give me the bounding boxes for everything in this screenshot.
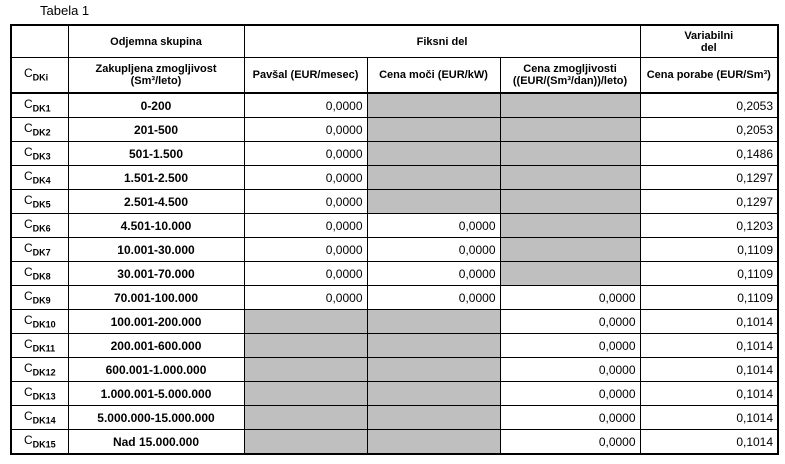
- row-pavsal: 0,0000: [244, 214, 367, 238]
- row-code: $C_{DK12}$: [11, 358, 68, 382]
- row-range: 200.001-600.000: [68, 334, 244, 358]
- table-row: [11, 142, 778, 166]
- row-code: $C_{DK7}$: [11, 238, 68, 262]
- row-range: 201-500: [68, 118, 244, 142]
- row-pavsal: 0,0000: [244, 118, 367, 142]
- row-range: 5.000.000-15.000.000: [68, 406, 244, 430]
- table-row: [11, 118, 778, 142]
- row-code: $C_{DK10}$: [11, 310, 68, 334]
- row-pavsal: [244, 430, 367, 455]
- row-range: Nad 15.000.000: [68, 430, 244, 455]
- row-cena-moci: 0,0000: [367, 262, 500, 286]
- row-range: 4.501-10.000: [68, 214, 244, 238]
- row-range: 10.001-30.000: [68, 238, 244, 262]
- row-pavsal: 0,0000: [244, 238, 367, 262]
- table-row: [11, 190, 778, 214]
- row-code: $C_{DK9}$: [11, 286, 68, 310]
- row-pavsal: [244, 334, 367, 358]
- table-row: [11, 214, 778, 238]
- row-cena-porabe: 0,1014: [640, 382, 778, 406]
- header-odjemna-skupina: Odjemna skupina: [68, 25, 244, 58]
- row-pavsal: 0,0000: [244, 190, 367, 214]
- row-code: $C_{DK5}$: [11, 190, 68, 214]
- row-cena-porabe: 0,1486: [640, 142, 778, 166]
- row-cena-porabe: 0,1014: [640, 406, 778, 430]
- row-code: $C_{DK6}$: [11, 214, 68, 238]
- row-cena-moci: [367, 166, 500, 190]
- row-cena-moci: [367, 93, 500, 118]
- row-code: $C_{DK14}$: [11, 406, 68, 430]
- header-cena-porabe: Cena porabe (EUR/Sm³): [640, 58, 778, 94]
- row-cena-porabe: 0,1014: [640, 430, 778, 455]
- row-code: $C_{DK11}$: [11, 334, 68, 358]
- row-cena-zmogljivosti: 0,0000: [500, 406, 640, 430]
- row-cena-porabe: 0,2053: [640, 93, 778, 118]
- table-row: [11, 406, 778, 430]
- table-row: [11, 430, 778, 455]
- row-code: $C_{DK13}$: [11, 382, 68, 406]
- header-row-1: [11, 25, 778, 58]
- row-code: $C_{DK8}$: [11, 262, 68, 286]
- row-cena-moci: [367, 118, 500, 142]
- table-row: [11, 358, 778, 382]
- table-row: [11, 238, 778, 262]
- row-cena-porabe: 0,1297: [640, 190, 778, 214]
- row-pavsal: 0,0000: [244, 142, 367, 166]
- row-cena-zmogljivosti: 0,0000: [500, 310, 640, 334]
- table-row: [11, 262, 778, 286]
- header-row-2: [11, 58, 778, 94]
- row-code: $C_{DK2}$: [11, 118, 68, 142]
- row-pavsal: 0,0000: [244, 286, 367, 310]
- row-cena-zmogljivosti: [500, 262, 640, 286]
- table-body: [11, 93, 778, 454]
- table-caption: Tabela 1: [40, 3, 90, 18]
- row-cena-porabe: 0,1109: [640, 262, 778, 286]
- table-row: [11, 286, 778, 310]
- row-range: 600.001-1.000.000: [68, 358, 244, 382]
- row-cena-zmogljivosti: 0,0000: [500, 334, 640, 358]
- row-cena-porabe: 0,1297: [640, 166, 778, 190]
- row-cena-porabe: 0,1109: [640, 238, 778, 262]
- row-range: 30.001-70.000: [68, 262, 244, 286]
- row-range: 100.001-200.000: [68, 310, 244, 334]
- row-cena-moci: [367, 334, 500, 358]
- row-cena-moci: [367, 430, 500, 455]
- row-pavsal: 0,0000: [244, 166, 367, 190]
- row-cena-zmogljivosti: 0,0000: [500, 382, 640, 406]
- row-cena-zmogljivosti: [500, 190, 640, 214]
- row-cena-moci: [367, 406, 500, 430]
- row-cena-zmogljivosti: [500, 238, 640, 262]
- row-cena-moci: [367, 358, 500, 382]
- row-cena-zmogljivosti: 0,0000: [500, 430, 640, 455]
- row-range: 0-200: [68, 93, 244, 118]
- table-row: [11, 166, 778, 190]
- table-row: [11, 382, 778, 406]
- row-cena-zmogljivosti: 0,0000: [500, 286, 640, 310]
- row-cena-moci: [367, 190, 500, 214]
- row-pavsal: 0,0000: [244, 262, 367, 286]
- header-variabilni-del: [640, 25, 778, 58]
- row-code: $C_{DK3}$: [11, 142, 68, 166]
- row-cena-moci: 0,0000: [367, 286, 500, 310]
- row-pavsal: 0,0000: [244, 93, 367, 118]
- header-cena-moci: Cena moči (EUR/kW): [367, 58, 500, 94]
- row-cena-moci: [367, 382, 500, 406]
- row-code: $C_{DK1}$: [11, 93, 68, 118]
- row-code: $C_{DK4}$: [11, 166, 68, 190]
- row-code: $C_{DK15}$: [11, 430, 68, 455]
- row-range: 70.001-100.000: [68, 286, 244, 310]
- row-pavsal: [244, 358, 367, 382]
- row-cena-zmogljivosti: [500, 214, 640, 238]
- row-cena-moci: 0,0000: [367, 238, 500, 262]
- row-cena-moci: [367, 310, 500, 334]
- table-row: [11, 334, 778, 358]
- header-variabilni-line2: del: [700, 41, 717, 54]
- row-cena-zmogljivosti: 0,0000: [500, 358, 640, 382]
- table-row: [11, 310, 778, 334]
- row-cena-moci: 0,0000: [367, 214, 500, 238]
- row-cena-porabe: 0,1014: [640, 310, 778, 334]
- row-cena-porabe: 0,2053: [640, 118, 778, 142]
- row-pavsal: [244, 406, 367, 430]
- row-cena-zmogljivosti: [500, 93, 640, 118]
- row-cena-porabe: 0,1203: [640, 214, 778, 238]
- row-pavsal: [244, 382, 367, 406]
- row-cena-zmogljivosti: [500, 118, 640, 142]
- row-cena-zmogljivosti: [500, 142, 640, 166]
- header-zakupljena-zmogljivost: Zakupljena zmogljivost (Sm³/leto): [68, 58, 244, 94]
- row-range: 2.501-4.500: [68, 190, 244, 214]
- header-blank: [11, 25, 68, 58]
- table-row: [11, 93, 778, 118]
- header-cena-zmogljivosti: Cena zmogljivosti ((EUR/(Sm³/dan))/leto): [500, 58, 640, 94]
- row-cena-zmogljivosti: [500, 166, 640, 190]
- row-cena-porabe: 0,1109: [640, 286, 778, 310]
- header-cdki: $C_{DKi}$: [11, 58, 68, 94]
- tariff-table: [10, 24, 779, 455]
- header-variabilni-line1: Variabilni: [684, 29, 734, 42]
- header-fiksni-del: Fiksni del: [244, 25, 640, 58]
- row-range: 1.000.001-5.000.000: [68, 382, 244, 406]
- row-cena-porabe: 0,1014: [640, 334, 778, 358]
- row-pavsal: [244, 310, 367, 334]
- header-pavsal: Pavšal (EUR/mesec): [244, 58, 367, 94]
- row-range: 1.501-2.500: [68, 166, 244, 190]
- row-range: 501-1.500: [68, 142, 244, 166]
- row-cena-moci: [367, 142, 500, 166]
- row-cena-porabe: 0,1014: [640, 358, 778, 382]
